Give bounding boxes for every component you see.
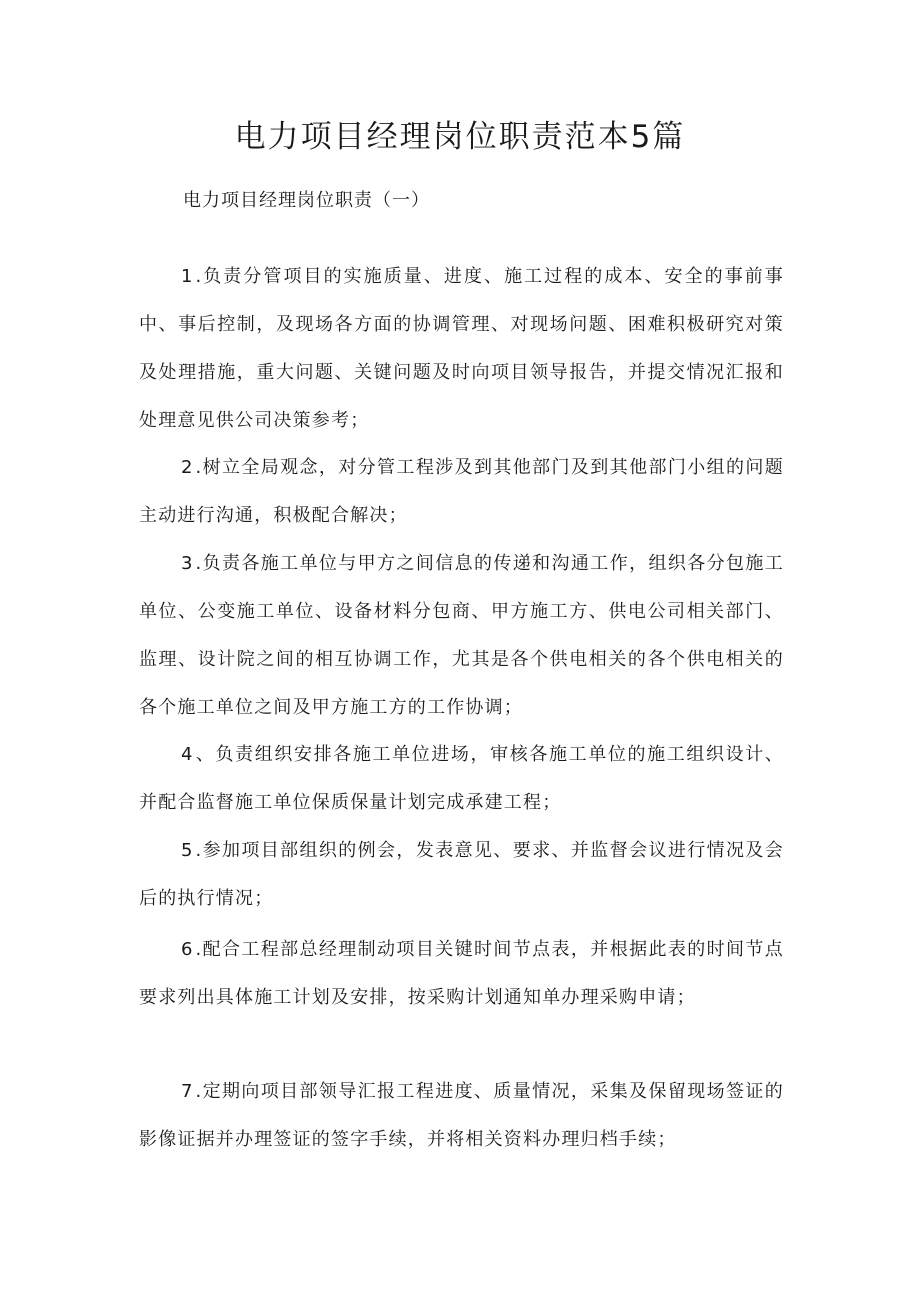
duty-item-7 <box>139 1068 784 1164</box>
duty-item-number: 6 <box>181 939 196 960</box>
duty-item-text: 负责各施工单位与甲方之间信息的传递和沟通工作，组织各分包施工单位、公变施工单位、设备材料分包商、甲方施工方、供电公司相关部门、监理、设计院之间的相互协调工作，尤其是各个供电相关的各个供电相关的各个施工单位之间及甲方施工方的工作协调； <box>139 553 784 718</box>
duty-item-number: 5 <box>181 840 196 861</box>
duty-item-2 <box>139 444 784 540</box>
duty-item-number: 3 <box>181 553 196 574</box>
duty-item-6 <box>139 926 784 1022</box>
duty-item-1 <box>139 253 784 445</box>
duty-item-separator: 、 <box>195 744 216 765</box>
duty-item-separator: . <box>195 457 203 478</box>
duty-item-text: 负责分管项目的实施质量、进度、施工过程的成本、安全的事前事中、事后控制，及现场各方面的协调管理、对现场问题、困难积极研究对策及处理措施，重大问题、关键问题及时向项目领导报告，并提交情况汇报和处理意见供公司决策参考； <box>139 266 784 431</box>
duty-item-separator: . <box>195 939 203 960</box>
document-title: 电力项目经理岗位职责范本5篇 <box>234 119 686 155</box>
duty-item-separator: . <box>195 553 203 574</box>
duty-item-separator: . <box>195 266 203 287</box>
duty-item-number: 7 <box>181 1081 196 1102</box>
duty-item-number: 2 <box>181 457 196 478</box>
duty-item-text: 定期向项目部领导汇报工程进度、质量情况，采集及保留现场签证的影像证据并办理签证的签字手续，并将相关资料办理归档手续； <box>139 1081 784 1150</box>
duty-item-separator: . <box>195 840 203 861</box>
duty-item-4 <box>139 731 784 827</box>
duty-item-text: 负责组织安排各施工单位进场，审核各施工单位的施工组织设计、并配合监督施工单位保质保量计划完成承建工程； <box>139 744 785 813</box>
duty-item-text: 参加项目部组织的例会，发表意见、要求、并监督会议进行情况及会后的执行情况； <box>139 840 784 909</box>
section-heading: 电力项目经理岗位职责（一） <box>183 190 430 211</box>
duty-item-number: 1 <box>181 266 196 287</box>
duty-item-separator: . <box>195 1081 203 1102</box>
duty-item-number: 4 <box>181 744 196 765</box>
duty-item-text: 配合工程部总经理制动项目关键时间节点表，并根据此表的时间节点要求列出具体施工计划及安排，按采购计划通知单办理采购申请； <box>139 939 784 1008</box>
duty-item-text: 树立全局观念，对分管工程涉及到其他部门及到其他部门小组的问题主动进行沟通，积极配合解决； <box>139 457 784 526</box>
duty-item-5 <box>139 827 784 923</box>
duty-item-3 <box>139 540 784 732</box>
